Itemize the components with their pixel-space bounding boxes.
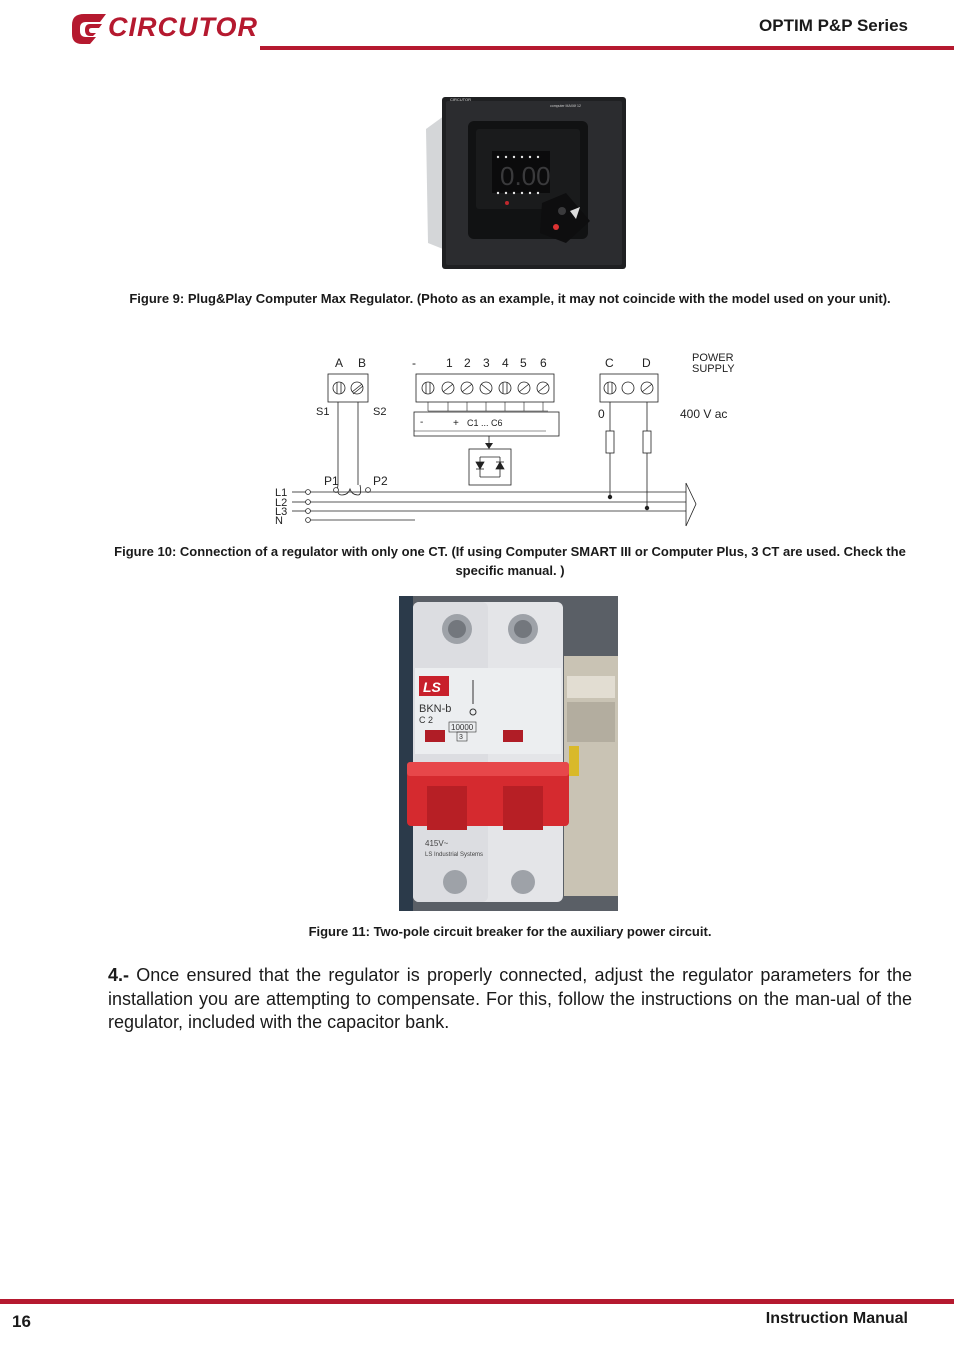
step-paragraph xyxy=(108,964,912,1035)
device-model: computer MAX6f 12 xyxy=(550,104,581,108)
figure9-caption: Figure 9: Plug&Play Computer Max Regulator. (Photo as an example, it may not coincide with the model used on your unit). xyxy=(129,291,891,306)
header-rule xyxy=(260,46,954,50)
brand-name: CIRCUTOR xyxy=(108,12,259,42)
breaker-class: 3 xyxy=(459,734,463,741)
box-minus: - xyxy=(420,417,424,428)
label-p2: P2 xyxy=(373,474,388,488)
label-s2: S2 xyxy=(373,406,387,418)
label-3: 3 xyxy=(483,356,490,370)
label-p1: P1 xyxy=(324,474,339,488)
breaker-breaking: 10000 xyxy=(451,723,474,732)
label-l1: L1 xyxy=(275,487,288,499)
label-l2: L2 xyxy=(275,497,288,509)
footer-rule xyxy=(0,1299,954,1304)
breaker-brand: LS xyxy=(423,679,441,695)
label-power: POWER xyxy=(692,352,734,364)
breaker-voltage: 415V~ xyxy=(425,839,449,848)
label-a: A xyxy=(335,356,344,370)
label-l3: L3 xyxy=(275,506,288,518)
label-n: N xyxy=(275,515,283,527)
box-range: C1 ... C6 xyxy=(467,418,503,428)
series-title: OPTIM P&P Series xyxy=(759,16,908,35)
figure11-caption: Figure 11: Two-pole circuit breaker for the auxiliary power circuit. xyxy=(308,924,712,939)
breaker-model: BKN-b xyxy=(419,703,452,715)
label-5: 5 xyxy=(520,356,527,370)
label-d: D xyxy=(642,356,651,370)
label-4: 4 xyxy=(502,356,509,370)
footer-title: Instruction Manual xyxy=(765,1310,908,1327)
label-2: 2 xyxy=(464,356,471,370)
label-zero: 0 xyxy=(598,407,605,421)
circuit-breaker-photo xyxy=(399,596,618,911)
breaker-rating: C 2 xyxy=(419,715,434,725)
step-text: Once ensured that the regulator is properly connected, adjust the regulator parameters for the installation you are attempting to compensate. For this, follow the instructions on the man-ual of the regulator, included with the capacitor bank. xyxy=(108,965,912,1032)
breaker-maker: LS Industrial Systems xyxy=(425,852,484,858)
label-b: B xyxy=(358,356,367,370)
figure10-caption: Figure 10: Connection of a regulator with only one CT. (If using Computer SMART III or Computer Plus, 3 CT are used. Check the specific manual. ) xyxy=(114,544,906,578)
label-supply: SUPPLY xyxy=(692,363,735,375)
label-1: 1 xyxy=(446,356,453,370)
label-s1: S1 xyxy=(316,406,330,418)
step-number: 4.- xyxy=(108,965,130,985)
label-c: C xyxy=(605,356,614,370)
device-display: 0.00 xyxy=(500,161,551,191)
box-plus: + xyxy=(453,418,459,429)
device-brand: CIRCUTOR xyxy=(450,97,472,102)
label-6: 6 xyxy=(540,356,547,370)
page-number: 16 xyxy=(12,1312,31,1331)
logo-mark xyxy=(72,14,106,44)
wiring-diagram xyxy=(270,345,740,530)
regulator-photo xyxy=(420,93,628,273)
label-voltage: 400 V ac xyxy=(680,407,728,421)
label-minus: - xyxy=(412,356,416,370)
